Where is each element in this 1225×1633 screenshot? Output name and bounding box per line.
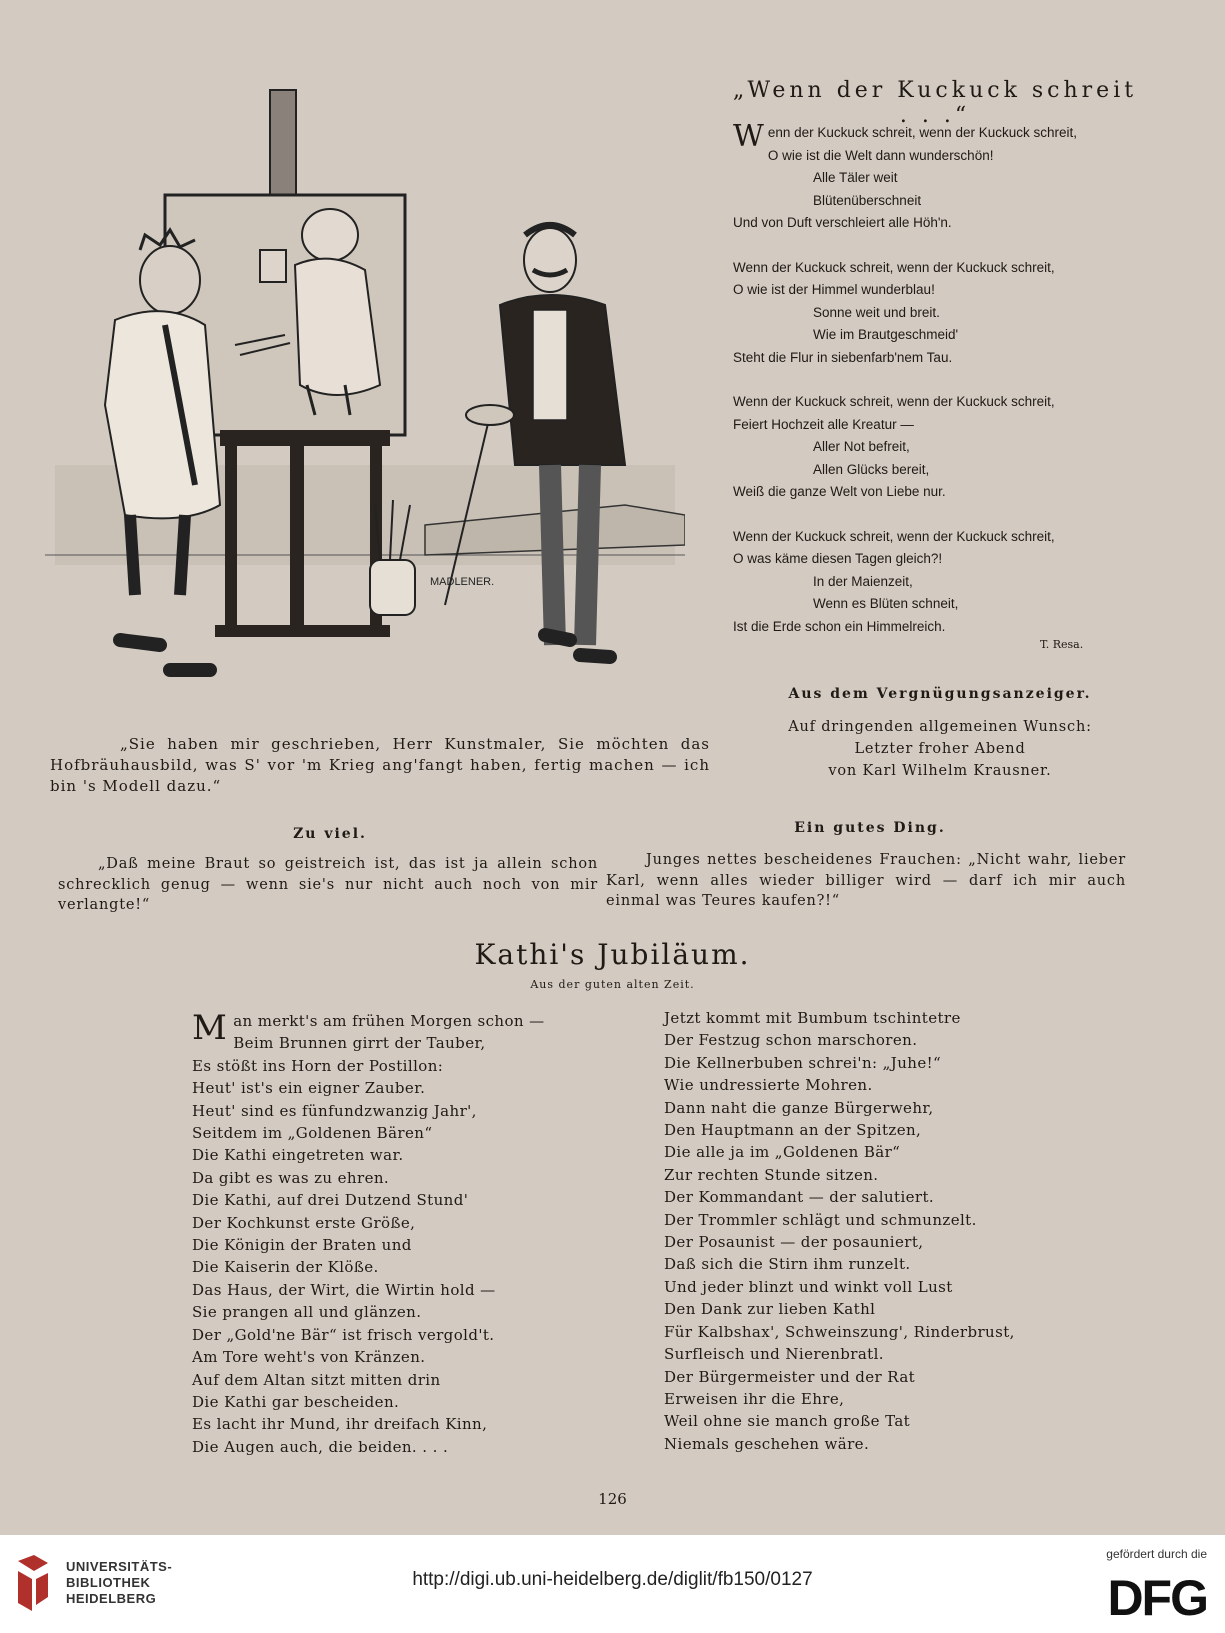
poem-drop-letter: W <box>733 119 764 154</box>
kathi-left-line: Die Kathi, auf drei Dutzend Stund' <box>192 1191 469 1210</box>
source-url-link[interactable]: http://digi.ub.uni-heidelberg.de/diglit/fb150/0127 <box>412 1569 813 1590</box>
kathi-left-line: Die Kaiserin der Klöße. <box>192 1258 379 1277</box>
kathi-left-line: Am Tore weht's von Kränzen. <box>192 1348 426 1367</box>
illustration-painter-and-model <box>45 85 685 715</box>
kathi-right-line: Zur rechten Stunde sitzen. <box>664 1165 879 1184</box>
kathi-subtitle: Aus der guten alten Zeit. <box>530 978 695 991</box>
kathi-right-column <box>664 1007 1084 1455</box>
kathi-right-line: Dann naht die ganze Bürgerwehr, <box>664 1098 934 1117</box>
kathi-left-column <box>192 1010 592 1458</box>
kathi-right-line: Der Festzug schon marschoren. <box>664 1031 918 1050</box>
gutes-ding-text-body: Junges nettes bescheidenes Frauchen: „Nicht wahr, lieber Karl, wenn alles wieder billiger wird — darf ich mir auch einmal was Teures kaufen?!“ <box>606 852 1126 909</box>
poem-line: Weiß die ganze Welt von Liebe nur. <box>733 484 946 499</box>
zuviel-text <box>58 854 598 916</box>
kathi-right-line: Der Posaunist — der posauniert, <box>664 1233 924 1252</box>
kathi-title: Kathi's Jubiläum. <box>474 938 751 971</box>
poem-line: Wenn der Kuckuck schreit, wenn der Kuckuck schreit, <box>733 394 1055 409</box>
kathi-left-line: Da gibt es was zu ehren. <box>192 1168 390 1187</box>
kathi-left-line: Es stößt ins Horn der Postillon: <box>192 1056 444 1075</box>
anzeiger-text <box>730 716 1150 782</box>
kathi-left-line: Heut' sind es fünfundzwanzig Jahr', <box>192 1101 477 1120</box>
kathi-left-line: Die Augen auch, die beiden. . . . <box>192 1437 449 1456</box>
kathi-left-line: Auf dem Altan sitzt mitten drin <box>192 1370 441 1389</box>
kathi-left-line: Die Kathi eingetreten war. <box>192 1146 404 1165</box>
kathi-right-line: Den Dank zur lieben Kathl <box>664 1300 876 1319</box>
poem-title: „Wenn der Kuckuck schreit . . .“ <box>732 78 1138 128</box>
kathi-left-line: Die Königin der Braten und <box>192 1236 412 1255</box>
kathi-left-line: an merkt's am frühen Morgen schon — <box>233 1012 545 1030</box>
library-name-line: BIBLIOTHEK <box>66 1575 151 1590</box>
poem-line: Wenn der Kuckuck schreit, wenn der Kuckuck schreit, <box>733 259 1055 275</box>
poem-line: O was käme diesen Tagen gleich?! <box>733 551 943 566</box>
kathi-left-line: Das Haus, der Wirt, die Wirtin hold — <box>192 1280 496 1299</box>
library-name-line: UNIVERSITÄTS- <box>66 1559 173 1574</box>
kathi-right-line: Erweisen ihr die Ehre, <box>664 1389 845 1408</box>
zuviel-heading: Zu viel. <box>293 826 367 842</box>
kathi-left-line: Heut' ist's ein eigner Zauber. <box>192 1079 426 1098</box>
poem-line: Feiert Hochzeit alle Kreatur — <box>733 416 914 432</box>
poem-stanza <box>733 526 1133 639</box>
kathi-right-line: Daß sich die Stirn ihm runzelt. <box>664 1255 911 1274</box>
page-number: 126 <box>598 1490 627 1508</box>
kathi-right-line: Für Kalbshax', Schweinszung', Rinderbrust, <box>664 1322 1015 1341</box>
kathi-left-line: Der Kochkunst erste Größe, <box>192 1213 416 1232</box>
kathi-left-line: Seitdem im „Goldenen Bären“ <box>192 1124 433 1143</box>
poem-line: Und von Duft verschleiert alle Höh'n. <box>733 215 952 230</box>
anzeiger-line: Letzter froher Abend <box>854 741 1026 757</box>
poem-body <box>733 119 1133 660</box>
anzeiger-heading: Aus dem Vergnügungsanzeiger. <box>788 686 1092 702</box>
library-name-line: HEIDELBERG <box>66 1591 157 1606</box>
kathi-right-line: Der Kommandant — der salutiert. <box>664 1188 935 1207</box>
caption-text: „Sie haben mir geschrieben, Herr Kunstmaler, Sie möchten das Hofbräuhausbild, was S' vor 'm Krieg ang'fangt haben, fertig machen — ich bin 's Modell dazu.“ <box>50 735 710 795</box>
kathi-right-line: Die alle ja im „Goldenen Bär“ <box>664 1143 901 1162</box>
kathi-left-line: Der „Gold'ne Bär“ ist frisch vergold't. <box>192 1325 495 1344</box>
zuviel-text-body: „Daß meine Braut so geistreich ist, das ist ja allein schon schrecklich genug — wenn sie's nur nicht auch noch von mir verlangte!“ <box>58 856 598 913</box>
poem-line: Alle Täler weit <box>813 170 898 185</box>
poem-line: O wie ist der Himmel wunderblau! <box>733 282 935 297</box>
poem-stanza <box>733 119 1133 235</box>
kathi-right-line: Niemals geschehen wäre. <box>664 1434 870 1453</box>
dfg-logo: DFG <box>1107 1570 1207 1626</box>
poem-line: Wenn der Kuckuck schreit, wenn der Kuckuck schreit, <box>733 528 1055 544</box>
poem-stanza <box>733 391 1133 504</box>
poem-line: Blütenüberschneit <box>813 192 922 208</box>
kathi-left-line: Sie prangen all und glänzen. <box>192 1303 422 1322</box>
footer-bar <box>0 1535 1225 1633</box>
kathi-right-line: Und jeder blinzt und winkt voll Lust <box>664 1277 953 1296</box>
poem-line: Sonne weit und breit. <box>813 304 940 320</box>
poem-line: enn der Kuckuck schreit, wenn der Kuckuck schreit, <box>767 125 1077 140</box>
illustration-caption <box>50 734 710 797</box>
poem-line: Allen Glücks bereit, <box>813 461 930 477</box>
kathi-right-line: Surfleisch und Nierenbratl. <box>664 1345 884 1364</box>
gutes-ding-text <box>606 850 1126 912</box>
kathi-right-line: Weil ohne sie manch große Tat <box>664 1412 911 1431</box>
poem-author: T. Resa. <box>1040 638 1084 651</box>
kathi-left-line: Beim Brunnen girrt der Tauber, <box>233 1034 486 1053</box>
poem-stanza <box>733 257 1133 370</box>
gutes-ding-heading: Ein gutes Ding. <box>794 820 946 836</box>
kathi-right-line: Die Kellnerbuben schrei'n: „Juhe!“ <box>664 1053 942 1072</box>
kathi-right-line: Wie undressierte Mohren. <box>664 1076 873 1095</box>
kathi-drop-letter: M <box>192 1008 228 1048</box>
anzeiger-line: von Karl Wilhelm Krausner. <box>828 763 1052 779</box>
kathi-left-line: Es lacht ihr Mund, ihr dreifach Kinn, <box>192 1415 488 1434</box>
poem-line: Aller Not befreit, <box>813 439 910 454</box>
kathi-right-line: Jetzt kommt mit Bumbum tschintetre <box>664 1009 961 1027</box>
poem-line: Wenn es Blüten schneit, <box>813 596 959 611</box>
poem-line: O wie ist die Welt dann wunderschön! <box>767 147 994 163</box>
anzeiger-line: Auf dringenden allgemeinen Wunsch: <box>788 719 1092 735</box>
funding-label: gefördert durch die <box>1106 1547 1207 1561</box>
kathi-left-line: Die Kathi gar bescheiden. <box>192 1392 400 1411</box>
poem-line: Wie im Brautgeschmeid' <box>813 327 959 342</box>
artist-signature: MADLENER. <box>430 576 495 588</box>
kathi-right-line: Den Hauptmann an der Spitzen, <box>664 1121 922 1140</box>
kathi-right-line: Der Trommler schlägt und schmunzelt. <box>664 1210 977 1229</box>
kathi-right-line: Der Bürgermeister und der Rat <box>664 1367 916 1386</box>
poem-line: Ist die Erde schon ein Himmelreich. <box>733 618 946 634</box>
poem-line: In der Maienzeit, <box>813 573 913 589</box>
poem-line: Steht die Flur in siebenfarb'nem Tau. <box>733 349 953 365</box>
